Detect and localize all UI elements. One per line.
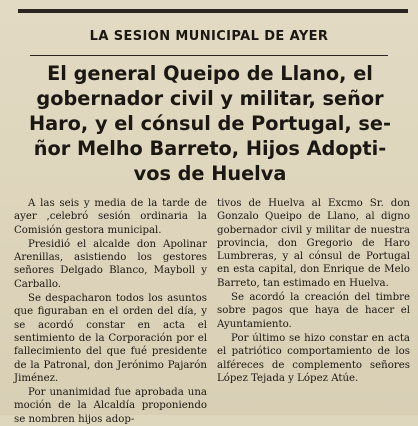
paragraph: tivos de Huelva al Excmo Sr. don Gonzalo Queipo de Llano, al digno gobernador civil y militar de nuestra provincia, don Gregorio de Haro Lumbreras, y al cónsul de Portugal en esta capital, don Enrique de Melo Barreto, tan estimado en Huelva. — [217, 198, 410, 289]
column-left — [14, 197, 207, 425]
paragraph: Se acordó la creación del timbre sobre pagos que haya de hacer el Ayuntamiento. — [217, 292, 410, 330]
section-title: LA SESION MUNICIPAL DE AYER — [89, 29, 329, 44]
headline-line: gobernador civil y militar, señor — [36, 87, 384, 110]
headline-line: vos de Huelva — [133, 162, 287, 185]
paragraph: Presidió el alcalde don Apolinar Arenillas, asistiendo los gestores señores Delgado Blanco, Mayboll y Carballo. — [14, 238, 207, 290]
paragraph: Por último se hizo constar en acta el patriótico comportamiento de los alféreces de complemento señores López Tejada y López Atúe. — [217, 332, 410, 384]
paragraph: A las seis y media de la tarde de ayer ,celebró sesión ordinaria la Comisión gestora municipal. — [14, 198, 207, 236]
article-body — [14, 197, 410, 425]
top-rule — [18, 9, 408, 13]
paragraph: Se despacharon todos los asuntos que figuraban en el orden del día, y se acordó constar en acta el sentimiento de la Corporación por el fallecimiento del que fué presidente de la Patronal, don Jerónimo Pajarón Jiménez. — [14, 293, 207, 384]
headline-line: El general Queipo de Llano, el — [47, 62, 373, 85]
paragraph: Por unanimidad fue aprobada una moción de la Alcaldía proponiendo se nombren hijos adop- — [14, 387, 207, 425]
headline-line: ñor Melho Barreto, Hijos Adopti- — [33, 137, 387, 160]
divider-rule — [30, 55, 388, 56]
headline-line: Haro, y el cónsul de Portugal, se- — [29, 112, 391, 135]
column-right — [217, 197, 410, 415]
headline — [14, 61, 406, 186]
